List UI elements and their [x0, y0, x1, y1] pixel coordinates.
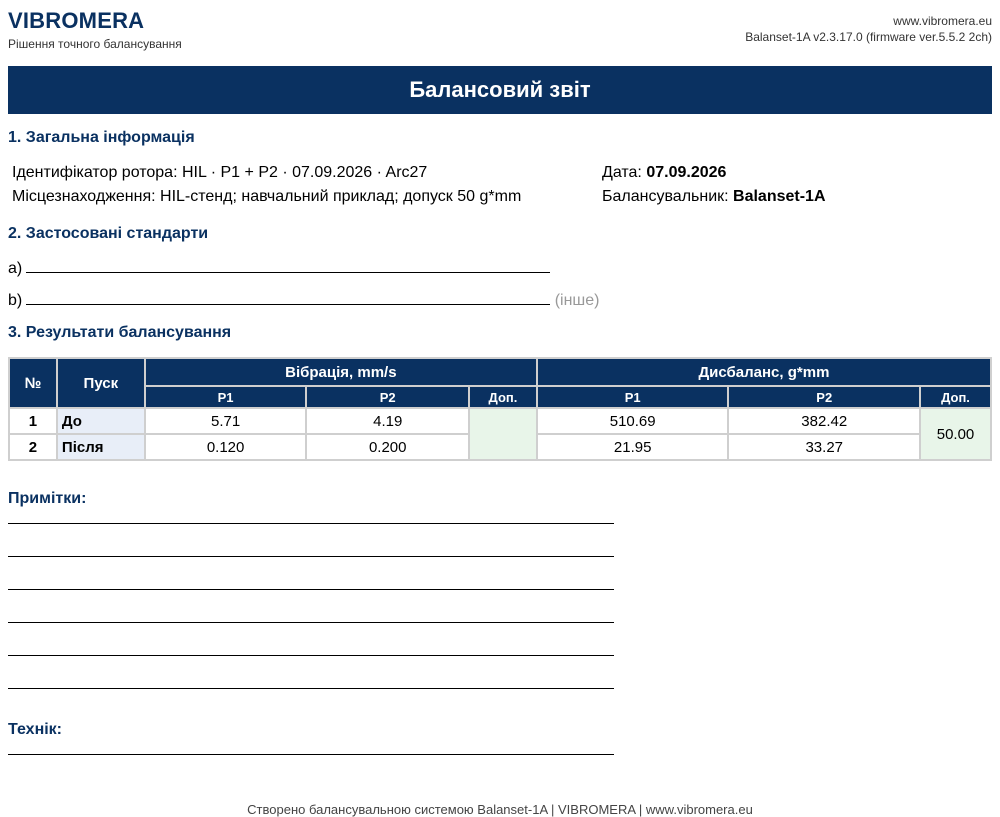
- website-link[interactable]: www.vibromera.eu: [893, 14, 992, 28]
- vib-p2-value: 4.19: [306, 408, 469, 434]
- col-number: №: [9, 358, 57, 408]
- location: [12, 188, 521, 206]
- standard-b: [8, 290, 599, 310]
- report-title: Балансовий звіт: [8, 66, 992, 114]
- col-unb-p2: P2: [728, 386, 920, 408]
- rotor-id-value: HIL · P1 + P2 · 07.09.2026 · Arc27: [181, 164, 428, 181]
- vib-p1-value: 5.71: [145, 408, 307, 434]
- section-standards-heading: 2. Застосовані стандарти: [8, 225, 209, 242]
- col-unbalance-group: Дисбаланс, g*mm: [537, 358, 991, 386]
- unb-p1-value: 21.95: [537, 434, 729, 460]
- section-results-heading: 3. Результати балансування: [8, 324, 232, 341]
- unb-p2-value: 382.42: [728, 408, 920, 434]
- unb-p1-value: 510.69: [537, 408, 729, 434]
- balancer-label: Балансувальник:: [602, 188, 729, 205]
- notes-line[interactable]: [8, 622, 614, 623]
- col-vibration-group: Вібрація, mm/s: [145, 358, 537, 386]
- vib-tolerance: [469, 408, 537, 460]
- notes-line[interactable]: [8, 556, 614, 557]
- standard-a: [8, 258, 550, 278]
- standard-other-hint: (інше): [554, 292, 600, 309]
- col-run: Пуск: [57, 358, 145, 408]
- standard-a-line[interactable]: [26, 258, 550, 273]
- notes-line[interactable]: [8, 589, 614, 590]
- results-table: [8, 357, 992, 461]
- report-date: [602, 164, 726, 182]
- software-version: Balanset-1A v2.3.17.0 (firmware ver.5.5.2 2ch): [745, 30, 992, 44]
- technician-heading: Технік:: [8, 721, 63, 738]
- section-general-heading: 1. Загальна інформація: [8, 129, 195, 146]
- table-row: [9, 408, 991, 434]
- vib-p1-value: 0.120: [145, 434, 307, 460]
- row-run: До: [57, 408, 145, 434]
- date-label: Дата:: [602, 164, 642, 181]
- unb-p2-value: 33.27: [728, 434, 920, 460]
- footer-text: Створено балансувальною системою Balanset-1A | VIBROMERA | www.vibromera.eu: [247, 802, 753, 817]
- standard-b-label: b): [8, 292, 23, 309]
- rotor-id: [12, 164, 427, 182]
- technician-signature-line[interactable]: [8, 754, 614, 755]
- row-number: 2: [9, 434, 57, 460]
- col-vib-p2: P2: [306, 386, 469, 408]
- notes-heading: Примітки:: [8, 490, 87, 507]
- standard-b-line[interactable]: [26, 290, 550, 305]
- vib-p2-value: 0.200: [306, 434, 469, 460]
- balancer-value: Balanset-1A: [733, 188, 826, 205]
- rotor-id-label: Ідентифікатор ротора:: [12, 164, 178, 181]
- col-vib-p1: P1: [145, 386, 307, 408]
- col-unb-p1: P1: [537, 386, 729, 408]
- row-run: Після: [57, 434, 145, 460]
- notes-line[interactable]: [8, 688, 614, 689]
- col-unb-tol: Доп.: [920, 386, 991, 408]
- row-number: 1: [9, 408, 57, 434]
- notes-line[interactable]: [8, 655, 614, 656]
- notes-line[interactable]: [8, 523, 614, 524]
- location-value: HIL-стенд; навчальний приклад; допуск 50 g*mm: [160, 188, 522, 205]
- unb-tolerance: 50.00: [920, 408, 991, 460]
- standard-a-label: a): [8, 260, 23, 277]
- location-label: Місцезнаходження:: [12, 188, 156, 205]
- brand-tagline: Рішення точного балансування: [8, 37, 182, 51]
- brand-logo: VIBROMERA: [8, 8, 145, 33]
- col-vib-tol: Доп.: [469, 386, 537, 408]
- balancer: [602, 188, 826, 206]
- date-value: 07.09.2026: [646, 164, 727, 181]
